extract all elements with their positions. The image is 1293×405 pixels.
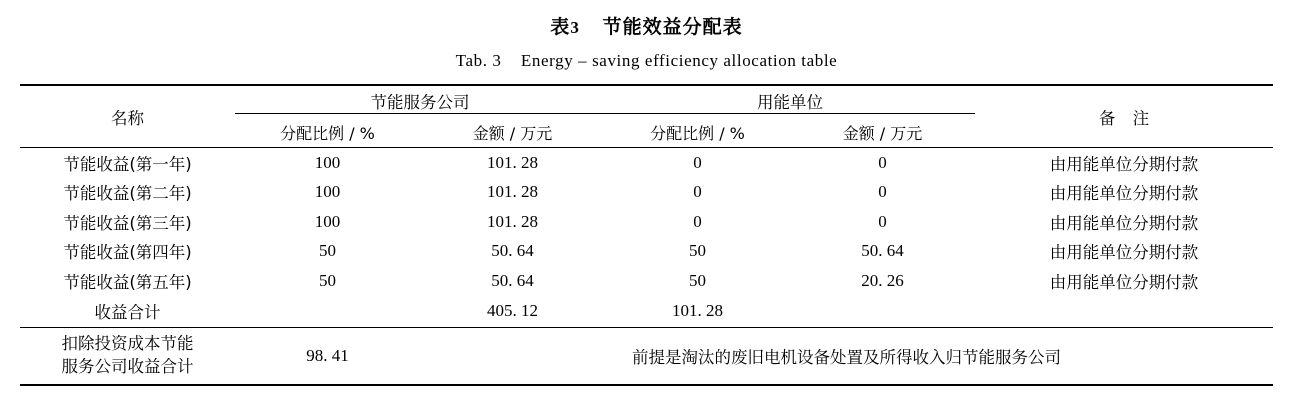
row-user-ratio: 0 — [693, 182, 702, 202]
row-name: 节能收益(第五年) — [63, 272, 192, 292]
footer-value: 98. 41 — [235, 327, 420, 385]
total-esco-ratio — [235, 296, 420, 328]
row-remark: 由用能单位分期付款 — [1049, 184, 1199, 204]
row-name: 节能收益(第一年) — [20, 148, 235, 178]
table-row — [20, 207, 1273, 237]
header-group-esco — [235, 85, 605, 117]
row-user-amount: 0 — [878, 211, 887, 231]
row-esco-ratio: 100 — [235, 148, 420, 178]
caption-number: 3 — [570, 18, 580, 37]
row-esco-ratio: 100 — [314, 182, 341, 202]
row-remark: 由用能单位分期付款 — [1049, 243, 1199, 263]
row-user-amount: 0 — [790, 148, 975, 178]
row-name: 节能收益(第三年) — [63, 213, 192, 233]
table-row — [20, 266, 1273, 296]
total-user-ratio: 101. 28 — [672, 301, 723, 320]
total-user-amount — [790, 296, 975, 328]
row-remark: 由用能单位分期付款 — [1049, 213, 1199, 233]
footer-name-line1: 扣除投资成本节能 — [61, 334, 194, 354]
table-bottom-rule — [20, 385, 1273, 386]
row-user-amount: 50. 64 — [861, 241, 904, 261]
table-row — [20, 237, 1273, 267]
total-esco-amount: 405. 12 — [487, 301, 538, 320]
table-total-row — [20, 296, 1273, 328]
table-caption-cn — [20, 12, 1273, 39]
caption-title-cn: 节能效益分配表 — [602, 16, 743, 38]
row-user-ratio: 50 — [689, 270, 706, 290]
row-esco-ratio: 100 — [314, 211, 341, 231]
row-name: 节能收益(第二年) — [63, 184, 192, 204]
header-group-esco-label: 节能服务公司 — [235, 89, 605, 114]
row-esco-amount: 101. 28 — [487, 211, 538, 231]
header-name-col: 名称 — [20, 85, 235, 148]
row-esco-amount: 101. 28 — [420, 148, 605, 178]
row-user-ratio: 0 — [605, 148, 790, 178]
header-group-user — [605, 85, 975, 117]
caption-title-en: Energy – saving efficiency allocation table — [520, 51, 838, 70]
total-remark — [975, 296, 1273, 328]
row-remark: 由用能单位分期付款 — [1049, 272, 1199, 292]
row-name: 节能收益(第四年) — [63, 243, 192, 263]
footer-name-line2: 服务公司收益合计 — [61, 356, 194, 376]
footer-note: 前提是淘汰的废旧电机设备处置及所得收入归节能服务公司 — [420, 327, 1273, 385]
header-group-user-label: 用能单位 — [605, 89, 975, 114]
header-user-amount: 金额 / 万元 — [842, 123, 923, 143]
row-remark: 由用能单位分期付款 — [975, 148, 1273, 178]
header-user-ratio: 分配比例 / % — [650, 123, 745, 143]
table-row — [20, 148, 1273, 178]
caption-label-cn: 表 — [550, 16, 571, 38]
row-esco-amount: 50. 64 — [491, 241, 534, 261]
table-footer-row — [20, 327, 1273, 385]
energy-saving-allocation-table — [20, 84, 1273, 386]
row-user-ratio: 50 — [689, 241, 706, 261]
row-esco-amount: 50. 64 — [491, 270, 534, 290]
row-user-amount: 0 — [878, 182, 887, 202]
header-esco-ratio: 分配比例 / % — [280, 123, 375, 143]
table-header-row-groups — [20, 85, 1273, 117]
row-esco-amount: 101. 28 — [487, 182, 538, 202]
row-esco-ratio: 50 — [319, 241, 336, 261]
row-user-amount: 20. 26 — [861, 270, 904, 290]
table-caption-en — [20, 51, 1273, 71]
caption-label-en: Tab. 3 — [455, 51, 502, 70]
header-esco-amount: 金额 / 万元 — [472, 123, 553, 143]
header-remark-label: 备 注 — [1098, 108, 1156, 128]
row-user-ratio: 0 — [693, 211, 702, 231]
total-name: 收益合计 — [94, 303, 161, 322]
table-row — [20, 178, 1273, 208]
header-remark-col — [975, 85, 1273, 148]
footer-name — [20, 327, 235, 385]
row-esco-ratio: 50 — [319, 270, 336, 290]
